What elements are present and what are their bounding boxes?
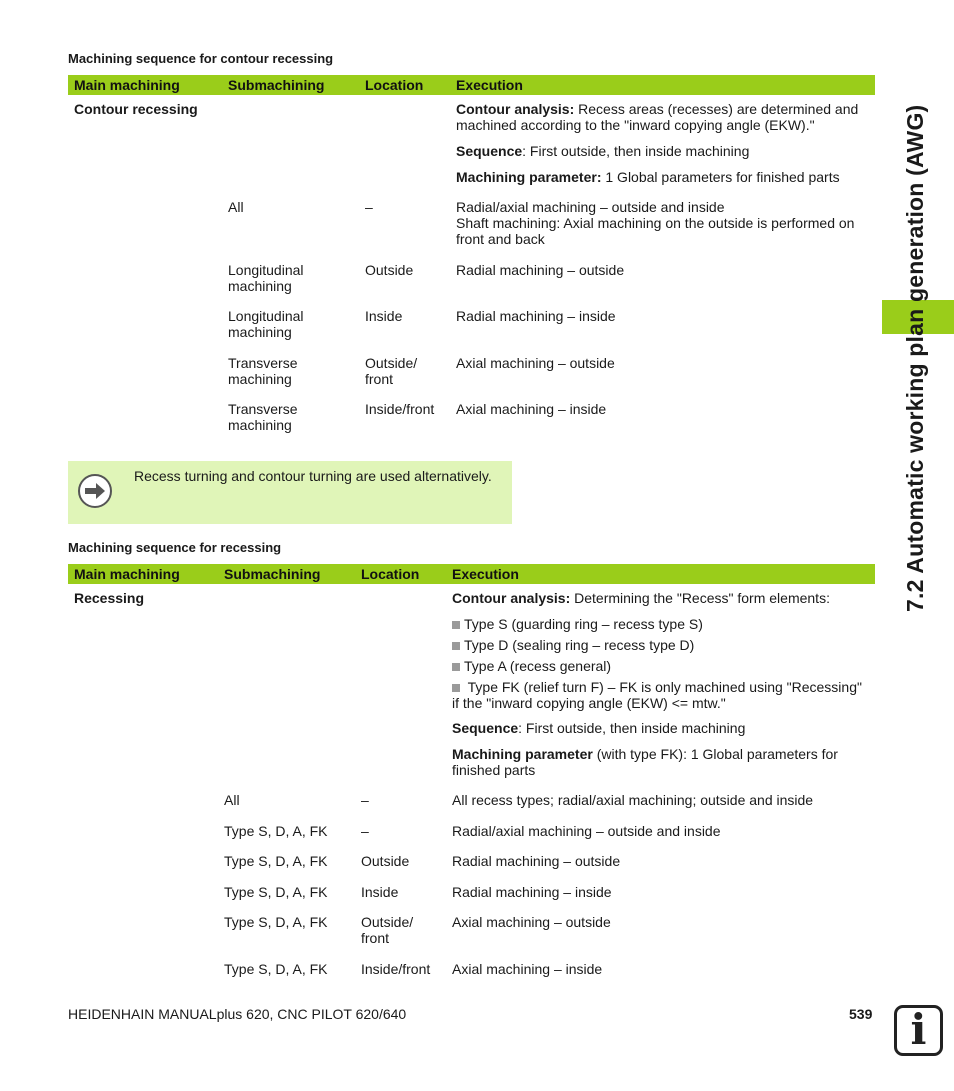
table-row-loc: Outside/ front xyxy=(365,355,418,387)
list-item: Type D (sealing ring – recess type D) xyxy=(452,637,872,653)
table-row-exec: Axial machining – outside xyxy=(456,355,615,371)
list-item: Type FK (relief turn F) – FK is only machined using "Recessing" if the "inward copying angle (EKW) <= mtw." xyxy=(452,679,862,711)
table-row-exec: Axial machining – inside xyxy=(456,401,607,417)
page-number: 539 xyxy=(849,1006,873,1022)
bullet-icon xyxy=(452,642,460,650)
section2-contour-analysis: Contour analysis: Determining the "Recess" form elements: xyxy=(452,590,830,606)
table-row-sub: Type S, D, A, FK xyxy=(224,823,328,839)
table-row-sub: Type S, D, A, FK xyxy=(224,884,328,900)
table-row-sub: All xyxy=(224,792,240,808)
table-row-exec: All recess types; radial/axial machining; outside and inside xyxy=(452,792,814,808)
table-row-exec: Radial/axial machining – outside and inside Shaft machining: Axial machining on the outside is performed on front and back xyxy=(456,199,855,247)
section1-table-header xyxy=(68,75,875,95)
table-row-loc: Inside/front xyxy=(361,961,431,977)
header-execution: Execution xyxy=(452,566,519,582)
header-main-machining: Main machining xyxy=(74,566,180,582)
note-box xyxy=(68,461,512,524)
table-row-loc: Outside/ front xyxy=(361,914,414,946)
list-item: Type A (recess general) xyxy=(452,658,872,674)
table-row-loc: Outside xyxy=(361,853,410,869)
table-row-loc: – xyxy=(361,792,369,808)
bullet-icon xyxy=(452,684,460,692)
section1-machining-parameter: Machining parameter: 1 Global parameters for finished parts xyxy=(456,169,840,185)
table-row-loc: Inside/front xyxy=(365,401,435,417)
section1-sequence: Sequence: First outside, then inside machining xyxy=(456,143,750,159)
section1-contour-analysis: Contour analysis: Recess areas (recesses) are determined and machined according to the "inward copying angle (EKW)." xyxy=(456,101,859,133)
header-submachining: Submachining xyxy=(228,77,325,93)
table-row-sub: Type S, D, A, FK xyxy=(224,961,328,977)
list-item: Type S (guarding ring – recess type S) xyxy=(452,616,872,632)
header-submachining: Submachining xyxy=(224,566,321,582)
table-row-sub: All xyxy=(228,199,244,215)
table-row-loc: Inside xyxy=(365,308,403,324)
bullet-icon xyxy=(452,621,460,629)
table-row-loc: – xyxy=(361,823,369,839)
table-row-sub: Type S, D, A, FK xyxy=(224,853,328,869)
table-row-exec: Radial machining – inside xyxy=(456,308,616,324)
table-row-loc: – xyxy=(365,199,373,215)
table-row-sub: Type S, D, A, FK xyxy=(224,914,328,930)
section2-main-machining: Recessing xyxy=(74,590,145,606)
table-row-exec: Radial machining – outside xyxy=(452,853,621,869)
bullet-icon xyxy=(452,663,460,671)
section2-title: Machining sequence for recessing xyxy=(68,540,282,555)
table-row-sub: Longitudinal machining xyxy=(228,308,304,340)
table-row-exec: Radial machining – inside xyxy=(452,884,612,900)
table-row-sub: Transverse machining xyxy=(228,355,298,387)
note-text: Recess turning and contour turning are used alternatively. xyxy=(134,468,492,484)
table-row-sub: Longitudinal machining xyxy=(228,262,304,294)
header-location: Location xyxy=(365,77,424,93)
header-main-machining: Main machining xyxy=(74,77,180,93)
section1-main-machining: Contour recessing xyxy=(74,101,198,117)
footer-text: HEIDENHAIN MANUALplus 620, CNC PILOT 620/640 xyxy=(68,1006,407,1022)
table-row-sub: Transverse machining xyxy=(228,401,298,433)
table-row-loc: Inside xyxy=(361,884,399,900)
table-row-exec: Radial machining – outside xyxy=(456,262,625,278)
table-row-exec: Axial machining – inside xyxy=(452,961,603,977)
table-row-exec: Axial machining – outside xyxy=(452,914,611,930)
info-icon: i xyxy=(894,1005,943,1056)
table-row-exec: Radial/axial machining – outside and inside xyxy=(452,823,721,839)
section2-machining-parameter: Machining parameter (with type FK): 1 Global parameters for finished parts xyxy=(452,746,838,778)
section2-table-header xyxy=(68,564,875,584)
header-execution: Execution xyxy=(456,77,523,93)
table-row-loc: Outside xyxy=(365,262,414,278)
section1-title: Machining sequence for contour recessing xyxy=(68,51,334,66)
arrow-right-icon xyxy=(78,474,112,508)
header-location: Location xyxy=(361,566,420,582)
chapter-side-title: 7.2 Automatic working plan generation (AWG) xyxy=(902,104,928,612)
section2-sequence: Sequence: First outside, then inside machining xyxy=(452,720,746,736)
